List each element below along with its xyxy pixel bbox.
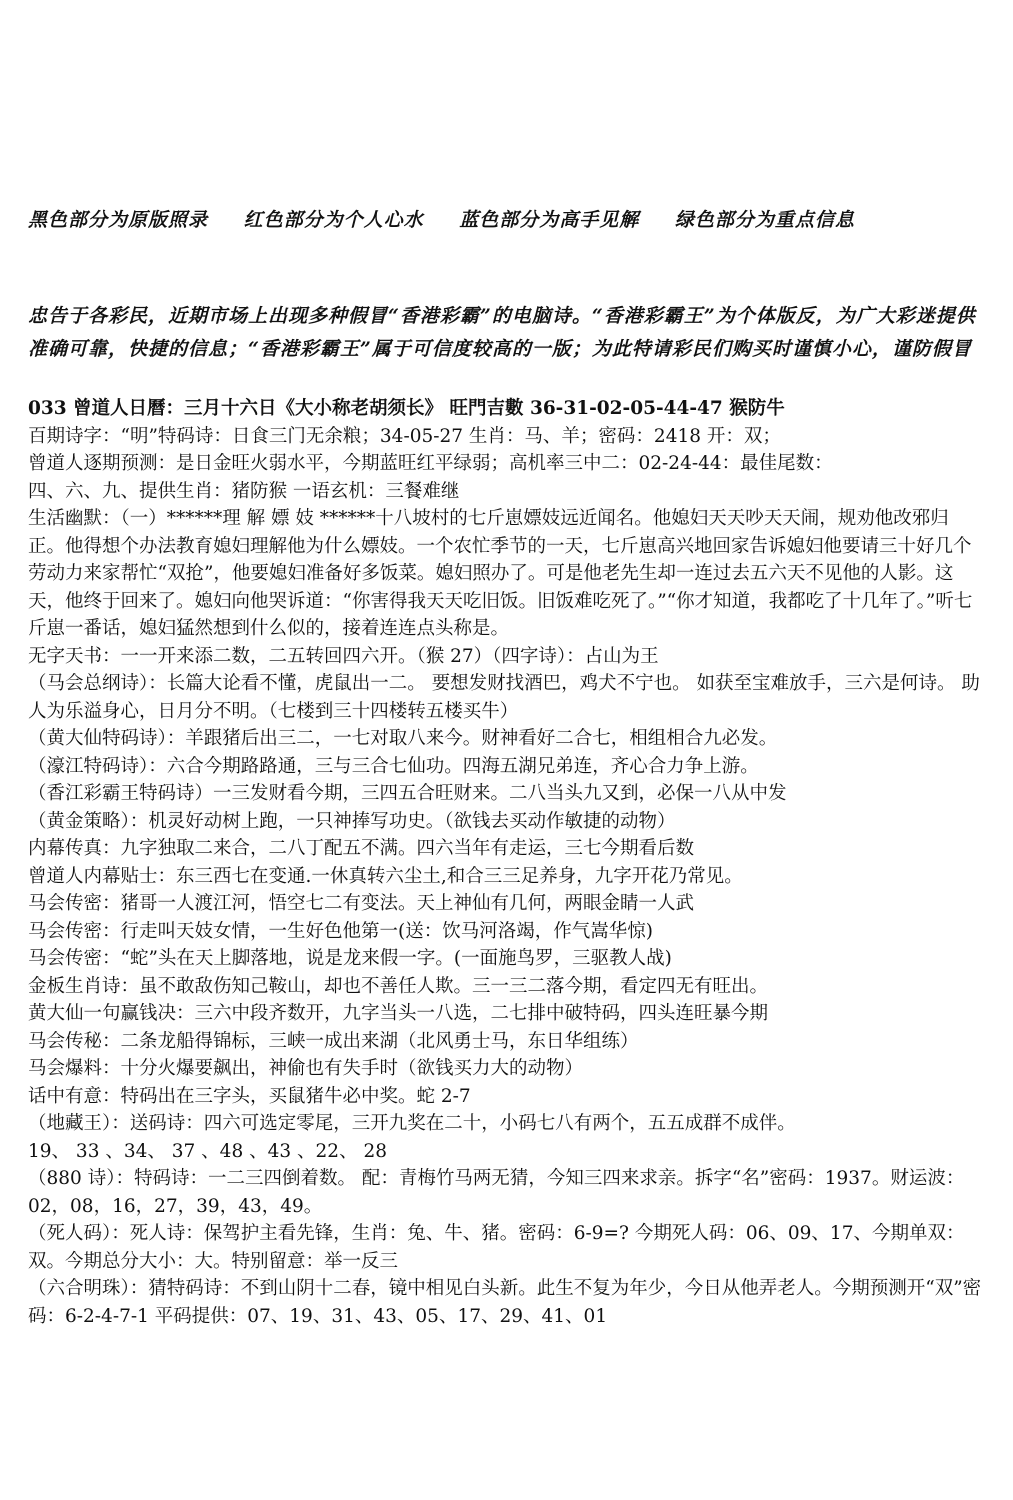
number-list: 19、 33 、34、 37 、48 、43 、22、 28 [28, 1140, 387, 1162]
legend-red: 红色部分为个人心水 [243, 209, 424, 231]
content-line: 马会传秘：二条龙船得锦标，三峡一成出来湖（北风勇士马，东日华组练） [28, 1030, 639, 1052]
content-line: 马会传密：猪哥一人渡江河，悟空七二有变法。天上神仙有几何，两眼金睛一人武 [28, 893, 695, 914]
warning-notice: 忠告于各彩民，近期市场上出现多种假冒“香港彩霸”的电脑诗。“香港彩霸王”为个体版反，为广大彩迷提供准确可靠，快捷的信息；“香港彩霸王”属于可信度较高的一版；为此特请彩民们购买时谨慎小心，谨防假冒 [28, 305, 976, 360]
content-line: 四、六、九、提供生肖：猪防猴 一语玄机：三餐难继 [28, 480, 460, 502]
content-line: 曾道人逐期预测：是日金旺火弱水平，今期蓝旺红平绿弱；高机率三中二：02-24-44：最佳尾数： [28, 453, 833, 474]
content-line: 无字天书：一一开来添二数，二五转回四六开。（猴 27）（四字诗）：占山为王 [28, 645, 659, 667]
content-line: （地藏王）：送码诗：四六可选定零尾，三开九奖在二十，小码七八有两个，五五成群不成伴。 [28, 1113, 796, 1134]
content-line: （马会总纲诗）：长篇大论看不懂，虎鼠出一二。 要想发财找酒巴，鸡犬不宁也。 如获至宝难放手，三六是何诗。 助人为乐溢身心，日月分不明。（七楼到三十四楼转五楼买牛） [28, 673, 980, 722]
content-line: （死人码）：死人诗：保驾护主看先锋，生肖：兔、牛、猪。密码：6-9=? 今期死人码：06、09、17、今期单双：双。今期总分大小：大。特别留意：举一反三 [28, 1223, 965, 1272]
content-line: （黄金策略）：机灵好动树上跑，一只神捧写功史。（欲钱去买动作敏捷的动物） [28, 810, 676, 832]
humor-paragraph: 生活幽默：（一）******理 解 嫖 妓 ******十八坡村的七斤崽嫖妓远近闻名。他媳妇天天吵天天闹，规劝他改邪归正。他得想个办法教育媳妇理解他为什么嫖妓。一个农忙季节的一天，七斤崽高兴地回家告诉媳妇他要请三十好几个劳动力来家帮忙“双抢”，他要媳妇准备好多饭菜。媳妇照办了。可是他老先生却一连过去五六天不见他的人影。这天，他终于回来了。媳妇向他哭诉道：“你害得我天天吃旧饭。旧饭难吃死了。”“你才知道，我都吃了十几年了。”听七斤崽一番话，媳妇猛然想到什么似的，接着连连点头称是。 [28, 508, 973, 639]
content-line: （黄大仙特码诗）：羊跟猪后出三二，一七对取八来今。财神看好二合七，相组相合九必发。 [28, 728, 778, 749]
content-line: （香江彩霸王特码诗）一三发财看今期，三四五合旺财来。二八当头九又到，必保一八从中发 [28, 783, 787, 804]
legend-blue: 蓝色部分为高手见解 [459, 209, 640, 231]
content-line: 马会传密：“蛇”头在天上脚落地，说是龙来假一字。(一面施鸟罗，三驱教人战) [28, 948, 672, 969]
content-line: 话中有意：特码出在三字头，买鼠猪牛必中奖。蛇 2-7 [28, 1085, 471, 1107]
content-line: （濠江特码诗）：六合今期路路通，三与三合七仙功。四海五湖兄弟连，齐心合力争上游。 [28, 755, 759, 777]
content-line: 内幕传真：九字独取二来合，二八丁配五不满。四六当年有走运，三七今期看后数 [28, 838, 695, 859]
content-line: 黄大仙一句赢钱决：三六中段齐数开，九字当头一八选，二七排中破特码，四头连旺暴今期 [28, 1003, 769, 1024]
content-line: 马会传密：行走叫天妓女情，一生好色他第一(送：饮马河洛竭，作气嵩华惊) [28, 920, 653, 942]
header-line: 033 曾道人日曆：三月十六日《大小称老胡须长》 旺門吉數 36-31-02-05-44-47 猴防牛 [28, 398, 785, 419]
content-line: （880 诗）：特码诗：一二三四倒着数。 配：青梅竹马两无猜，今知三四来求亲。拆字“名”密码：1937。财运波：02，08，16，27，39，43，49。 [28, 1168, 965, 1217]
content-line: 百期诗字：“明”特码诗：日食三门无余粮；34-05-27 生肖：马、羊；密码：2418 开：双； [28, 425, 781, 447]
color-legend [28, 205, 998, 232]
prediction-content [28, 395, 983, 1330]
legend-black: 黑色部分为原版照录 [28, 209, 209, 231]
content-line: （六合明珠）：猜特码诗：不到山阴十二春，镜中相见白头新。此生不复为年少，今日从他弄老人。今期预测开“双”密码：6-2-4-7-1 平码提供：07、19、31、43、05、17、29、41、01 [28, 1278, 982, 1327]
content-line: 马会爆料：十分火爆要飙出，神偷也有失手时（欲钱买力大的动物） [28, 1058, 584, 1079]
content-line: 金板生肖诗：虽不敢敌伤知己鞍山，却也不善任人欺。三一三二落今期，看定四无有旺出。 [28, 975, 769, 997]
content-line: 曾道人内幕贴士：东三西七在变通.一休真转六尘土,和合三三足养身，九字开花乃常见。 [28, 865, 743, 887]
legend-green: 绿色部分为重点信息 [674, 209, 855, 231]
